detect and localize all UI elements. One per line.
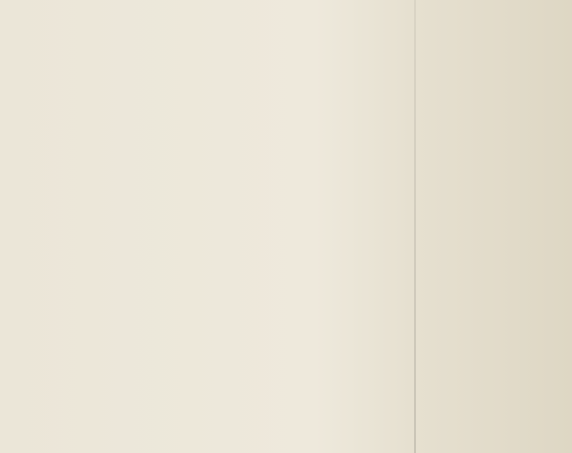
column-gutter [414,0,416,453]
